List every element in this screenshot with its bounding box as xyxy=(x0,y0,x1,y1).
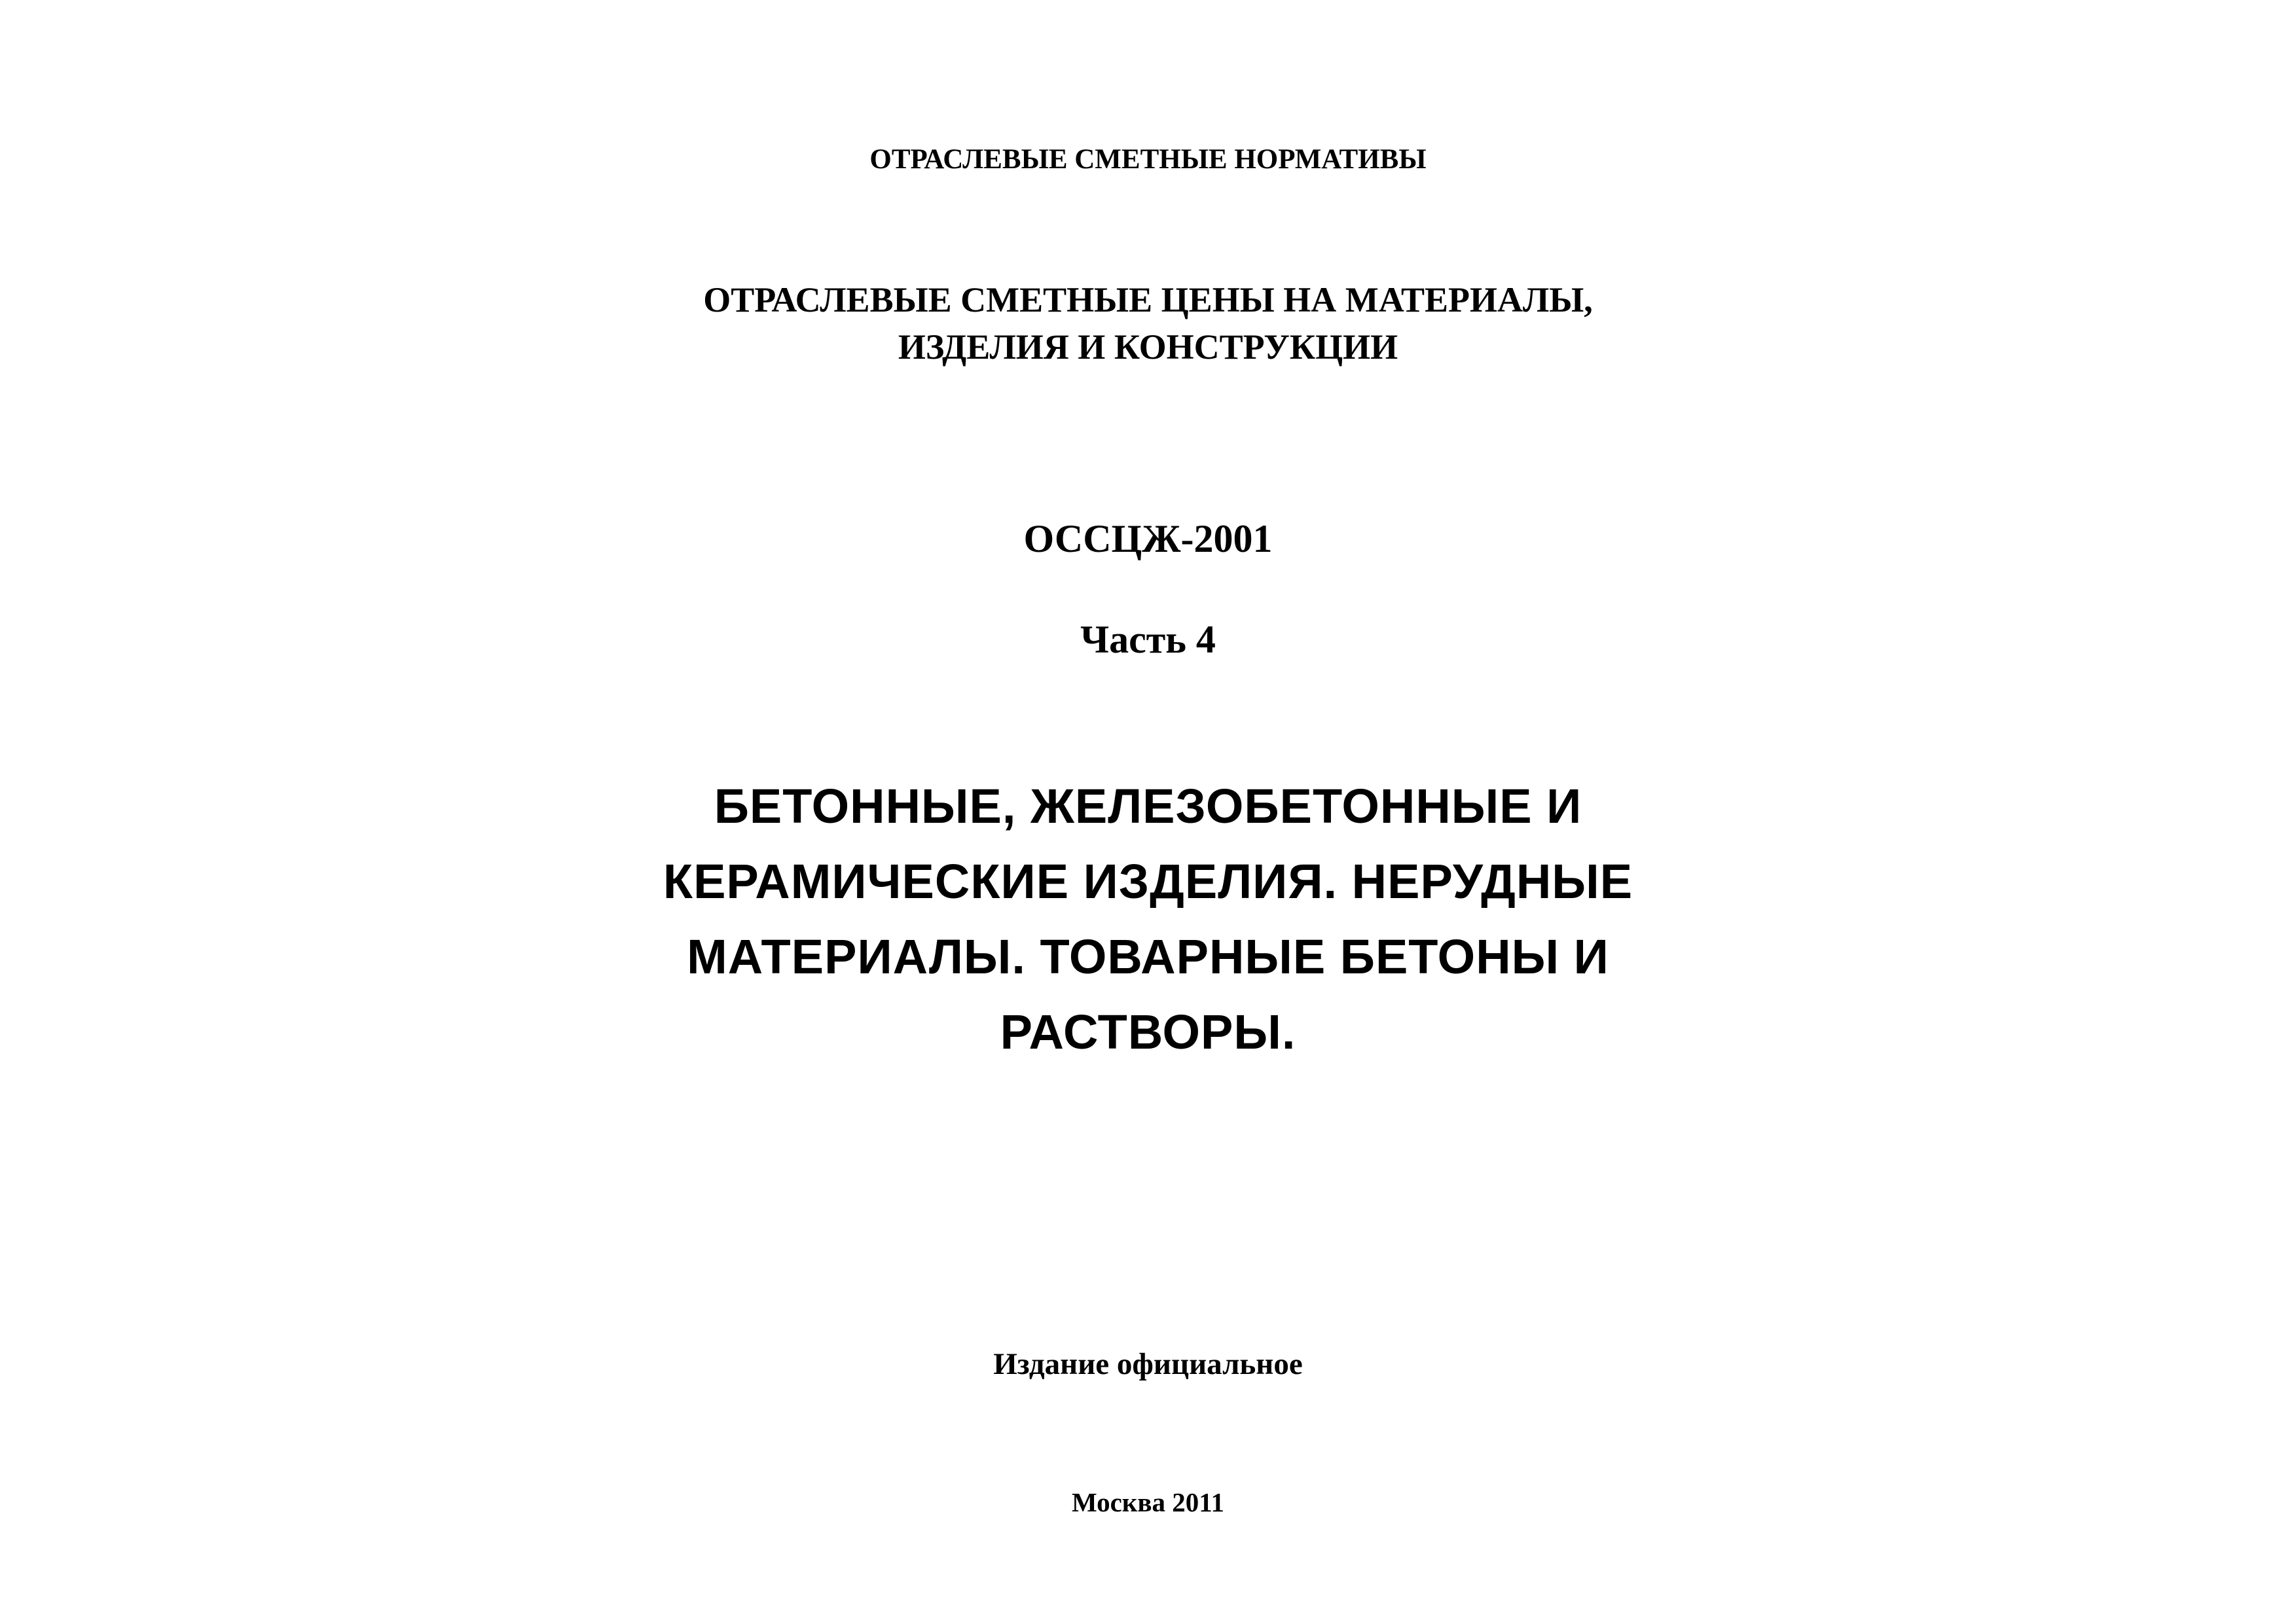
document-code: ОССЦЖ-2001 xyxy=(1023,517,1273,560)
title-line-2: КЕРАМИЧЕСКИЕ ИЗДЕЛИЯ. НЕРУДНЫЕ xyxy=(663,854,1633,909)
place-year: Москва 2011 xyxy=(1071,1487,1225,1517)
subtitle-line-1: ОТРАСЛЕВЫЕ СМЕТНЫЕ ЦЕНЫ НА МАТЕРИАЛЫ, xyxy=(703,280,1593,319)
title-line-4: РАСТВОРЫ. xyxy=(1000,1005,1296,1059)
document-title xyxy=(0,768,2296,1070)
document-part: Часть 4 xyxy=(1080,618,1216,661)
document-subtitle xyxy=(0,276,2296,370)
edition-label: Издание официальное xyxy=(993,1347,1303,1381)
title-line-1: БЕТОННЫЕ, ЖЕЛЕЗОБЕТОННЫЕ И xyxy=(714,779,1582,833)
title-line-3: МАТЕРИАЛЫ. ТОВАРНЫЕ БЕТОНЫ И xyxy=(687,929,1609,984)
subtitle-line-2: ИЗДЕЛИЯ И КОНСТРУКЦИИ xyxy=(898,327,1398,367)
document-header: ОТРАСЛЕВЫЕ СМЕТНЫЕ НОРМАТИВЫ xyxy=(869,144,1427,175)
